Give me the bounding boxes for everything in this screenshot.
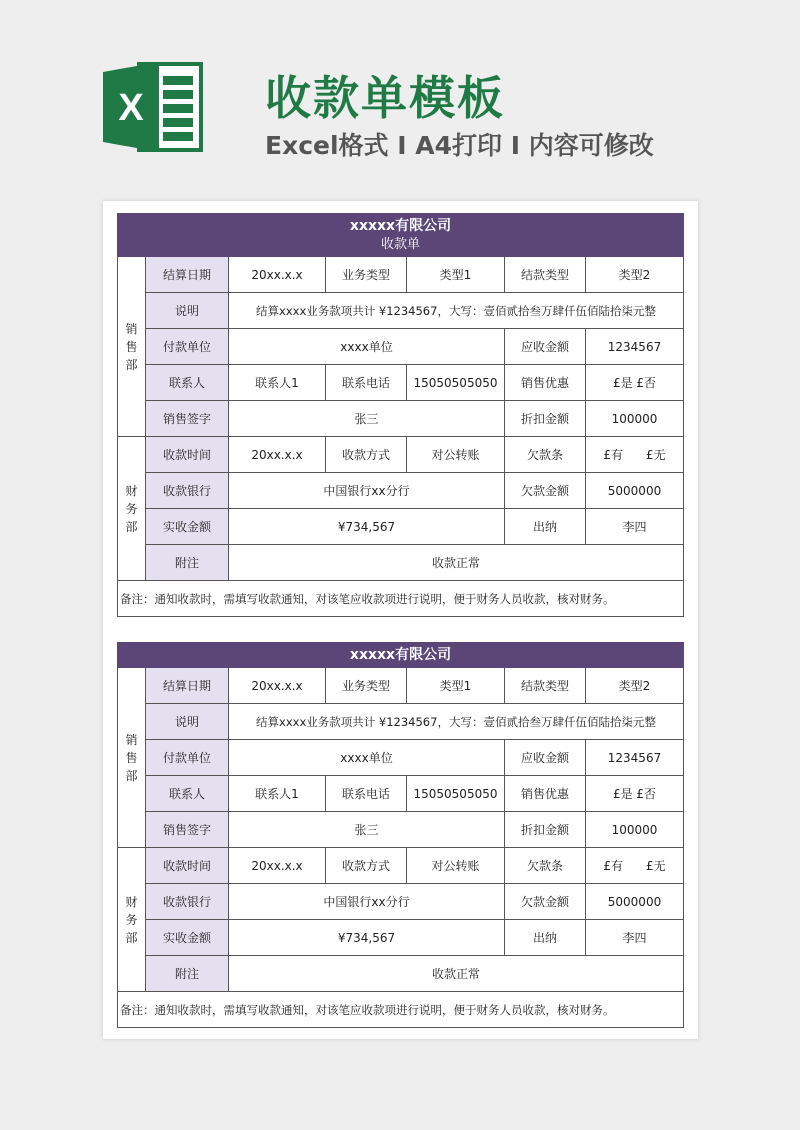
receipt-header (118, 643, 684, 668)
table-row (118, 956, 684, 992)
logo-letter: X (118, 87, 144, 129)
settle-type-label: 结款类型 (505, 257, 586, 293)
settle-type-value[interactable]: 类型2 (586, 668, 684, 704)
table-row (118, 365, 684, 401)
remark-label: 附注 (146, 956, 229, 992)
discount-checkboxes[interactable]: £是 £否 (586, 365, 684, 401)
table-row (118, 437, 684, 473)
bank-value[interactable]: 中国银行xx分行 (229, 473, 505, 509)
recv-time-label: 收款时间 (146, 848, 229, 884)
remark-label: 附注 (146, 545, 229, 581)
bank-value[interactable]: 中国银行xx分行 (229, 884, 505, 920)
receivable-value[interactable]: 1234567 (586, 329, 684, 365)
page-title: 收款单模板 (265, 71, 505, 125)
settle-type-value[interactable]: 类型2 (586, 257, 684, 293)
settle-date-value[interactable]: 20xx.x.x (229, 257, 326, 293)
actual-value[interactable]: ¥734,567 (229, 920, 505, 956)
paper-sheet (103, 201, 698, 1039)
settle-date-label: 结算日期 (146, 257, 229, 293)
discount-label: 销售优惠 (505, 365, 586, 401)
discount-amount-value[interactable]: 100000 (586, 812, 684, 848)
cashier-label: 出纳 (505, 920, 586, 956)
table-row (118, 992, 684, 1028)
receivable-label: 应收金额 (505, 329, 586, 365)
finance-section-label: 财务部 (118, 848, 146, 992)
table-row (118, 329, 684, 365)
footnote: 备注：通知收款时，需填写收款通知，对该笔应收款项进行说明，便于财务人员收款，核对财务。 (118, 581, 684, 617)
actual-label: 实收金额 (146, 920, 229, 956)
biz-type-label: 业务类型 (326, 257, 407, 293)
sign-value[interactable]: 张三 (229, 812, 505, 848)
recv-method-label: 收款方式 (326, 437, 407, 473)
sign-value[interactable]: 张三 (229, 401, 505, 437)
iou-label: 欠款条 (505, 437, 586, 473)
discount-amount-value[interactable]: 100000 (586, 401, 684, 437)
table-row (118, 668, 684, 704)
remark-value[interactable]: 收款正常 (229, 956, 684, 992)
payer-label: 付款单位 (146, 329, 229, 365)
finance-section-label: 财务部 (118, 437, 146, 581)
owed-label: 欠款金额 (505, 473, 586, 509)
contact-label: 联系人 (146, 365, 229, 401)
desc-label: 说明 (146, 293, 229, 329)
sales-section-label: 销售部 (118, 668, 146, 848)
desc-label: 说明 (146, 704, 229, 740)
payer-label: 付款单位 (146, 740, 229, 776)
phone-label: 联系电话 (326, 365, 407, 401)
discount-checkboxes[interactable]: £是 £否 (586, 776, 684, 812)
contact-value[interactable]: 联系人1 (229, 365, 326, 401)
receipt-table-1 (117, 213, 684, 617)
recv-time-value[interactable]: 20xx.x.x (229, 848, 326, 884)
table-row (118, 473, 684, 509)
biz-type-label: 业务类型 (326, 668, 407, 704)
discount-amount-label: 折扣金额 (505, 401, 586, 437)
receipt-header (118, 214, 684, 257)
recv-method-label: 收款方式 (326, 848, 407, 884)
biz-type-value[interactable]: 类型1 (407, 668, 505, 704)
iou-checkboxes[interactable]: £有 £无 (586, 848, 684, 884)
desc-value[interactable]: 结算xxxx业务款项共计 ¥1234567，大写：壹佰贰拾叁万肆仟伍佰陆拾柒元整 (229, 293, 684, 329)
table-row (118, 920, 684, 956)
company-name: xxxxx有限公司 (349, 218, 452, 234)
recv-method-value[interactable]: 对公转账 (407, 848, 505, 884)
sign-label: 销售签字 (146, 812, 229, 848)
table-row (118, 257, 684, 293)
iou-checkboxes[interactable]: £有 £无 (586, 437, 684, 473)
footnote: 备注：通知收款时，需填写收款通知，对该笔应收款项进行说明，便于财务人员收款，核对财务。 (118, 992, 684, 1028)
table-row (118, 884, 684, 920)
sales-section-label: 销售部 (118, 257, 146, 437)
settle-date-label: 结算日期 (146, 668, 229, 704)
table-row (118, 776, 684, 812)
cashier-value[interactable]: 李四 (586, 920, 684, 956)
cashier-label: 出纳 (505, 509, 586, 545)
settle-date-value[interactable]: 20xx.x.x (229, 668, 326, 704)
company-name: xxxxx有限公司 (349, 647, 452, 663)
excel-logo-icon (103, 60, 203, 154)
payer-value[interactable]: xxxx单位 (229, 329, 505, 365)
receivable-label: 应收金额 (505, 740, 586, 776)
phone-value[interactable]: 15050505050 (407, 776, 505, 812)
bank-label: 收款银行 (146, 884, 229, 920)
biz-type-value[interactable]: 类型1 (407, 257, 505, 293)
discount-label: 销售优惠 (505, 776, 586, 812)
table-row (118, 401, 684, 437)
receivable-value[interactable]: 1234567 (586, 740, 684, 776)
owed-label: 欠款金额 (505, 884, 586, 920)
contact-value[interactable]: 联系人1 (229, 776, 326, 812)
table-row (118, 581, 684, 617)
table-row (118, 704, 684, 740)
actual-label: 实收金额 (146, 509, 229, 545)
receipt-table-2 (117, 642, 684, 1028)
phone-label: 联系电话 (326, 776, 407, 812)
recv-time-label: 收款时间 (146, 437, 229, 473)
settle-type-label: 结款类型 (505, 668, 586, 704)
table-row (118, 509, 684, 545)
doc-title: 收款单 (380, 237, 420, 252)
page-subtitle: Excel格式 I A4打印 I 内容可修改 (265, 131, 654, 160)
table-row (118, 740, 684, 776)
bank-label: 收款银行 (146, 473, 229, 509)
sign-label: 销售签字 (146, 401, 229, 437)
cashier-value[interactable]: 李四 (586, 509, 684, 545)
phone-value[interactable]: 15050505050 (407, 365, 505, 401)
table-row (118, 293, 684, 329)
actual-value[interactable]: ¥734,567 (229, 509, 505, 545)
table-row (118, 848, 684, 884)
desc-value[interactable]: 结算xxxx业务款项共计 ¥1234567，大写：壹佰贰拾叁万肆仟伍佰陆拾柒元整 (229, 704, 684, 740)
table-row (118, 545, 684, 581)
owed-value[interactable]: 5000000 (586, 884, 684, 920)
iou-label: 欠款条 (505, 848, 586, 884)
owed-value[interactable]: 5000000 (586, 473, 684, 509)
recv-method-value[interactable]: 对公转账 (407, 437, 505, 473)
table-row (118, 812, 684, 848)
payer-value[interactable]: xxxx单位 (229, 740, 505, 776)
remark-value[interactable]: 收款正常 (229, 545, 684, 581)
recv-time-value[interactable]: 20xx.x.x (229, 437, 326, 473)
discount-amount-label: 折扣金额 (505, 812, 586, 848)
contact-label: 联系人 (146, 776, 229, 812)
